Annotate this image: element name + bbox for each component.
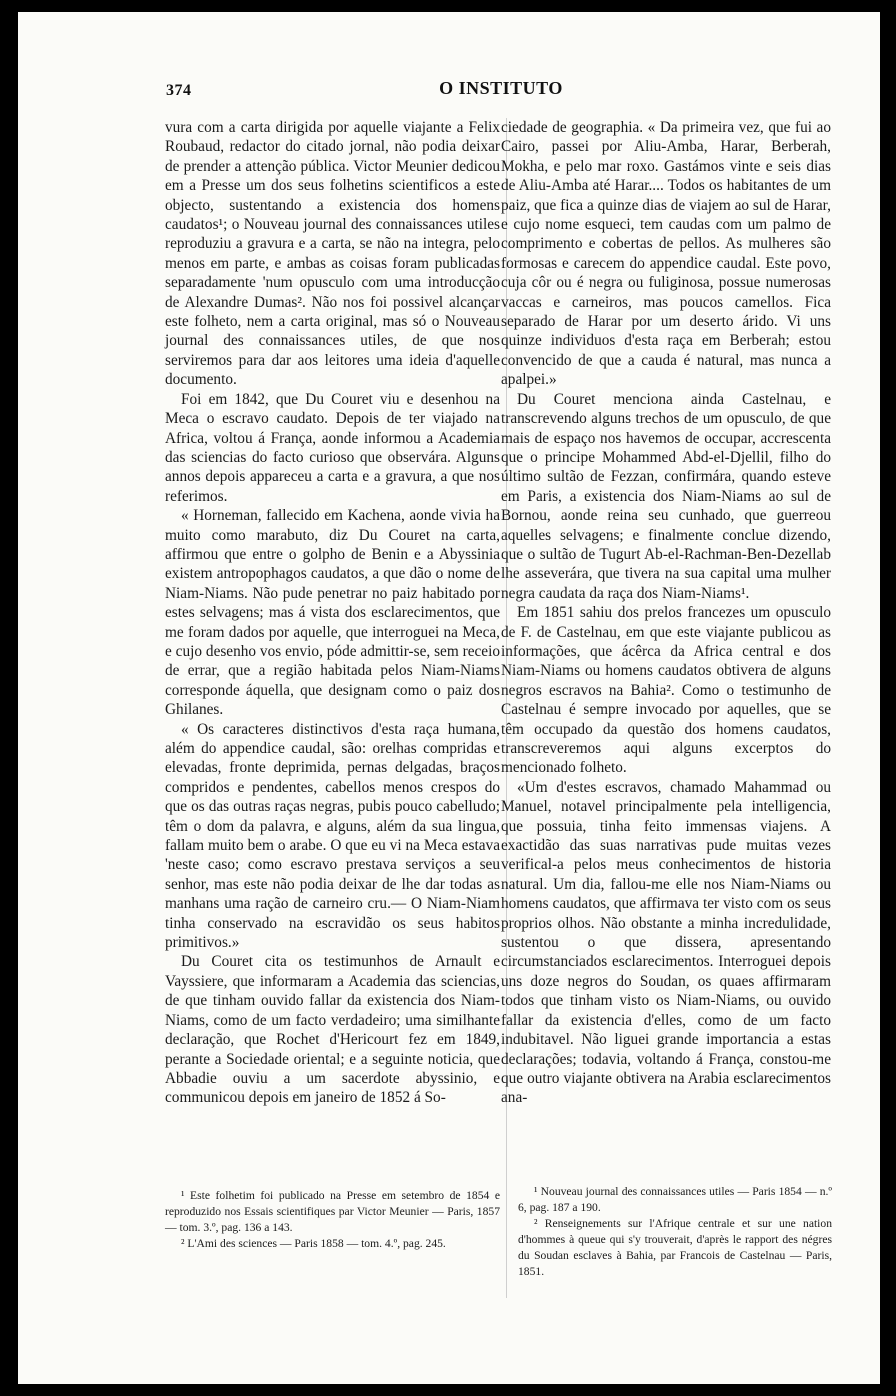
footnotes-left <box>165 1188 500 1252</box>
left-column <box>165 118 500 1108</box>
footnotes-right <box>518 1184 832 1280</box>
page-number: 374 <box>166 82 192 99</box>
journal-title: O INSTITUTO <box>439 78 563 98</box>
right-column <box>501 118 831 1108</box>
footnote-left-2: ² L'Ami des sciences — Paris 1858 — tom. 4.º, pag. 245. <box>181 1237 446 1250</box>
scanned-page <box>18 12 880 1384</box>
footnote-right-2: ² Renseignements sur l'Afrique centrale et sur une nation d'hommes à queue qui s'y trouverait, d'après le rapport des négres du Soudan esclaves à Bahia, par Francois de Castelnau — Paris, 1851. <box>518 1217 832 1278</box>
footnote-right-1: ¹ Nouveau journal des connaissances utiles — Paris 1854 — n.º 6, pag. 187 a 190. <box>518 1185 832 1214</box>
paragraph-left-2: Foi em 1842, que Du Couret viu e desenhou na Meca o escravo caudato. Depois de ter viajado na Africa, voltou á França, aonde informou a Academia das sciencias do facto curioso que observára. Alguns annos depois appareceu a carta e a gravura, a que nos referimos. <box>165 390 500 505</box>
paragraph-left-3: « Horneman, fallecido em Kachena, aonde vivia ha muito como marabuto, diz Du Couret na carta, affirmou que entre o golpho de Benin e a Abyssinia existem antropophagos caudatos, a que dão o nome de Niam-Niams. Não pude penetrar no paiz habitado por estes selvagens; mas á vista dos esclarecimentos, que me foram dados por aquelle, que interroguei na Meca, e cujo desenho vos envio, póde admittir-se, sem receio de errar, que a região habitada pelos Niam-Niams corresponde áquella, que designam como o paiz dos Ghilanes. <box>165 507 500 719</box>
paragraph-right-4: «Um d'estes escravos, chamado Mahammad ou Manuel, notavel principalmente pela intelligencia, que possuia, tinha feito immensas viajens. A exactidão das suas narrativas pude muitas vezes verifical-a pelos meus conhecimentos de historia natural. Um dia, fallou-me elle nos Niam-Niams ou homens caudatos, que affirmava ter visto com os seus proprios olhos. Não obstante a minha incredulidade, sustentou o que dissera, apresentando circumstanciados esclarecimentos. Interroguei depois uns doze negros do Soudan, os quaes affirmaram todos que tinham visto os Niam-Niams, ou ouvido fallar da existencia d'elles, como de um facto indubitavel. Não liguei grande importancia a estas declarações; todavia, voltando á França, constou-me que outro viajante obtivera na Arabia esclarecimentos ana- <box>501 778 831 1107</box>
footnote-left-1: ¹ Este folhetim foi publicado na Presse em setembro de 1854 e reproduzido nos Essais scientifiques par Victor Meunier — Paris, 1857 — tom. 3.º, pag. 136 a 143. <box>165 1189 500 1234</box>
paragraph-left-1: vura com a carta dirigida por aquelle viajante a Felix Roubaud, redactor do citado jornal, não podia deixar de prender a attenção pública. Victor Meunier dedicou em a Presse um dos seus folhetins scientificos a este objecto, sustentando a existencia dos homens caudatos¹; o Nouveau journal des connaissances utiles reproduziu a gravura e a carta, se não na integra, pelo menos em parte, e ambas as coisas foram publicadas separadamente 'num opusculo com uma introducção de Alexandre Dumas². Não nos foi possivel alcançar este folheto, nem a carta original, mas só o Nouveau journal des connaissances utiles, de que nos serviremos para dar aos leitores uma ideia d'aquelle documento. <box>165 119 500 389</box>
paragraph-right-3: Em 1851 sahiu dos prelos francezes um opusculo de F. de Castelnau, em que este viajante publicou as informações, que ácêrca da Africa central e dos Niam-Niams ou homens caudatos obtivera de alguns negros escravos na Bahia². Como o testimunho de Castelnau é sempre invocado por aquelles, que se têm occupado da questão dos homens caudatos, transcreveremos aqui alguns excerptos do mencionado folheto. <box>501 604 831 777</box>
paragraph-right-1: ciedade de geographia. « Da primeira vez, que fui ao Cairo, passei por Aliu-Amba, Harar, Berberah, Mokha, e pelo mar roxo. Gastámos vinte e seis dias de Aliu-Amba até Harar.... Todos os habitantes de um paiz, que fica a quinze dias de viajem ao sul de Harar, e cujo nome esqueci, tem caudas com um palmo de comprimento e cobertas de pellos. As mulheres são formosas e carecem do appendice caudal. Este povo, cuja côr ou é negra ou fuliginosa, possue numerosas vaccas e carneiros, mas poucos camellos. Fica separado de Harar por um deserto árido. Vi uns quinze individuos d'esta raça em Berberah; estou convencido de que a cauda é natural, mas nunca a apalpei.» <box>501 119 831 389</box>
paragraph-right-2: Du Couret menciona ainda Castelnau, e transcrevendo alguns trechos de um opusculo, de que mais de espaço nos havemos de occupar, accrescenta que o principe Mohammed Abd-el-Djellil, filho do último sultão de Fezzan, confirmára, quando esteve em Paris, a existencia dos Niam-Niams ao sul de Bornou, aonde reina seu cunhado, que guerreou aquelles selvagens; e finalmente conclue dizendo, que o sultão de Tugurt Ab-el-Rachman-Ben-Dezellab lhe asseverára, que tivera na sua capital uma mulher negra caudata da raça dos Niam-Niams¹. <box>501 390 831 602</box>
paragraph-left-4: « Os caracteres distinctivos d'esta raça humana, além do appendice caudal, são: orelhas compridas e elevadas, fronte deprimida, pernas delgadas, braços compridos e pendentes, cabellos menos crespos do que os das outras raças negras, pubis pouco cabelludo; têm o dom da palavra, e alguns, além da sua lingua, fallam muito bem o arabe. O que eu vi na Meca estava 'neste caso; como escravo prestava serviços a seu senhor, mas este não podia deixar de lhe dar todas as manhans uma ração de carneiro cru.— O Niam-Niam tinha conservado na escravidão os seus habitos primitivos.» <box>165 720 500 952</box>
paragraph-left-5: Du Couret cita os testimunhos de Arnault e Vayssiere, que informaram a Academia das sciencias, de que tinham ouvido fallar da existencia dos Niam-Niams, como de um facto verdadeiro; uma similhante declaração, que Rochet d'Hericourt fez em 1849, perante a Sociedade oriental; e a seguinte noticia, que Abbadie ouviu a um sacerdote abyssinio, e communicou depois em janeiro de 1852 á So- <box>165 953 500 1107</box>
running-header <box>166 78 836 108</box>
